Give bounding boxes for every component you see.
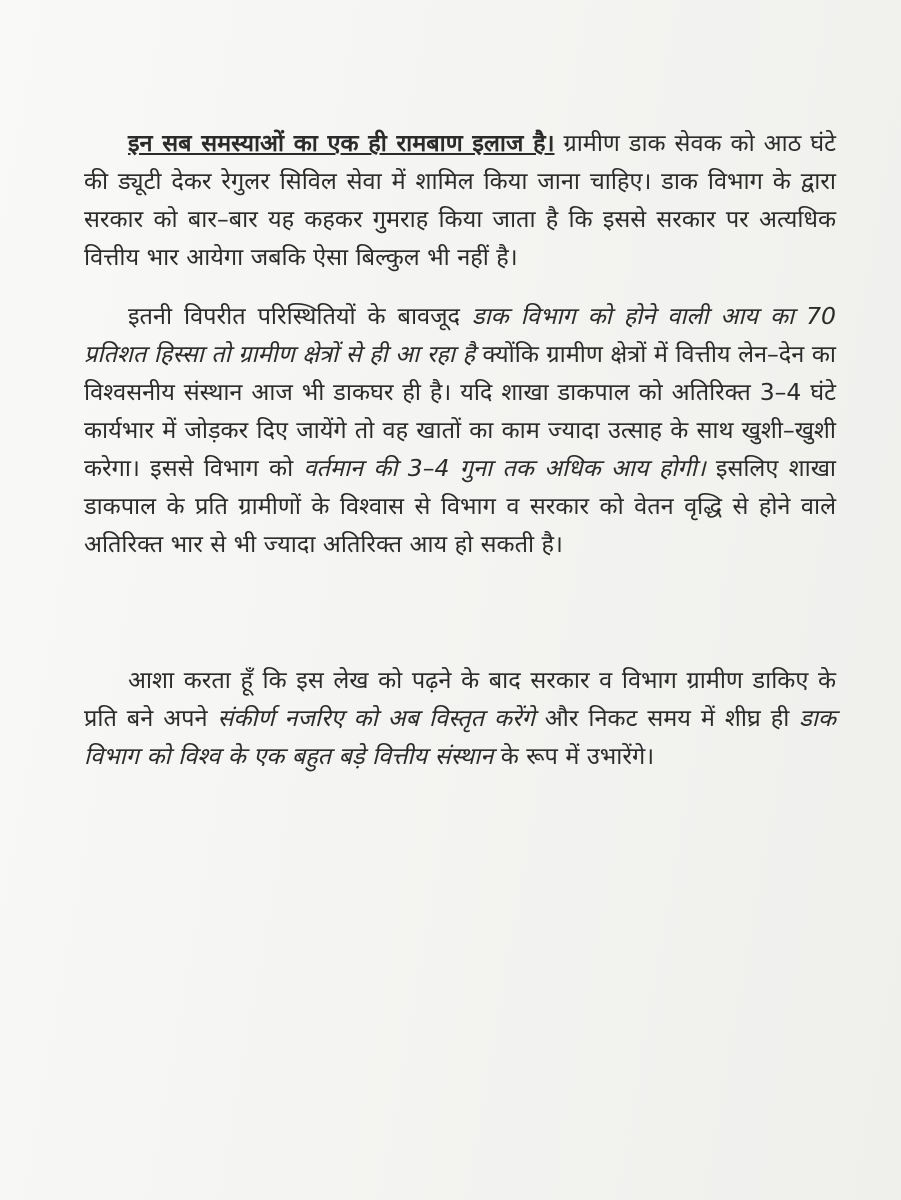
paragraph-revenue <box>84 297 836 563</box>
emphasis-text: डाक विभाग को होने वाली आय का 70 प्रतिशत हिस्सा तो ग्रामीण क्षेत्रों से ही आ रहा है <box>84 302 836 368</box>
paragraph-text: के रूप में उभारेंगे। <box>493 742 655 770</box>
paragraph-conclusion <box>84 661 836 775</box>
emphasis-text: संकीर्ण नजरिए को अब विस्तृत करेंगे <box>217 704 535 732</box>
paragraph-heading: इन सब समस्याओं का एक ही रामबाण इलाज है। <box>128 129 555 157</box>
emphasis-text: डाक विभाग को विश्व के एक बहुत बड़े वित्तीय संस्थान <box>84 704 836 770</box>
paragraph-remedy <box>84 124 836 276</box>
paragraph-text: और निकट समय में शीघ्र ही <box>534 704 800 732</box>
paragraph-text: आशा करता हूँ कि इस लेख को पढ़ने के बाद सरकार व विभाग ग्रामीण डाकिए के प्रति बने अपने <box>84 666 836 732</box>
paragraph-text: क्योंकि ग्रामीण क्षेत्रों में वित्तीय लेन–देन का विश्वसनीय संस्थान आज भी डाकघर ही है। यदि शाखा डाकपाल को अतिरिक्त 3–4 घंटे कार्यभार में जोड़कर दिए जायेंगे तो वह खातों का काम ज्यादा उत्साह के साथ खुशी–खुशी करेगा। इससे विभाग को <box>84 340 836 482</box>
emphasis-text: वर्तमान की 3–4 गुना तक अधिक आय होगी। <box>303 454 706 482</box>
paragraph-text: ग्रामीण डाक सेवक को आठ घंटे की ड्यूटी देकर रेगुलर सिविल सेवा में शामिल किया जाना चाहिए। डाक विभाग के द्वारा सरकार को बार–बार यह कहकर गुमराह किया जाता है कि इससे सरकार पर अत्यधिक वित्तीय भार आयेगा जबकि ऐसा बिल्कुल भी नहीं है। <box>84 129 836 271</box>
paragraph-text: इसलिए शाखा डाकपाल के प्रति ग्रामीणों के विश्वास से विभाग व सरकार को वेतन वृद्धि से होने वाले अतिरिक्त भार से भी ज्यादा अतिरिक्त आय हो सकती है। <box>84 454 837 558</box>
paragraph-text: इतनी विपरीत परिस्थितियों के बावजूद <box>128 302 472 330</box>
